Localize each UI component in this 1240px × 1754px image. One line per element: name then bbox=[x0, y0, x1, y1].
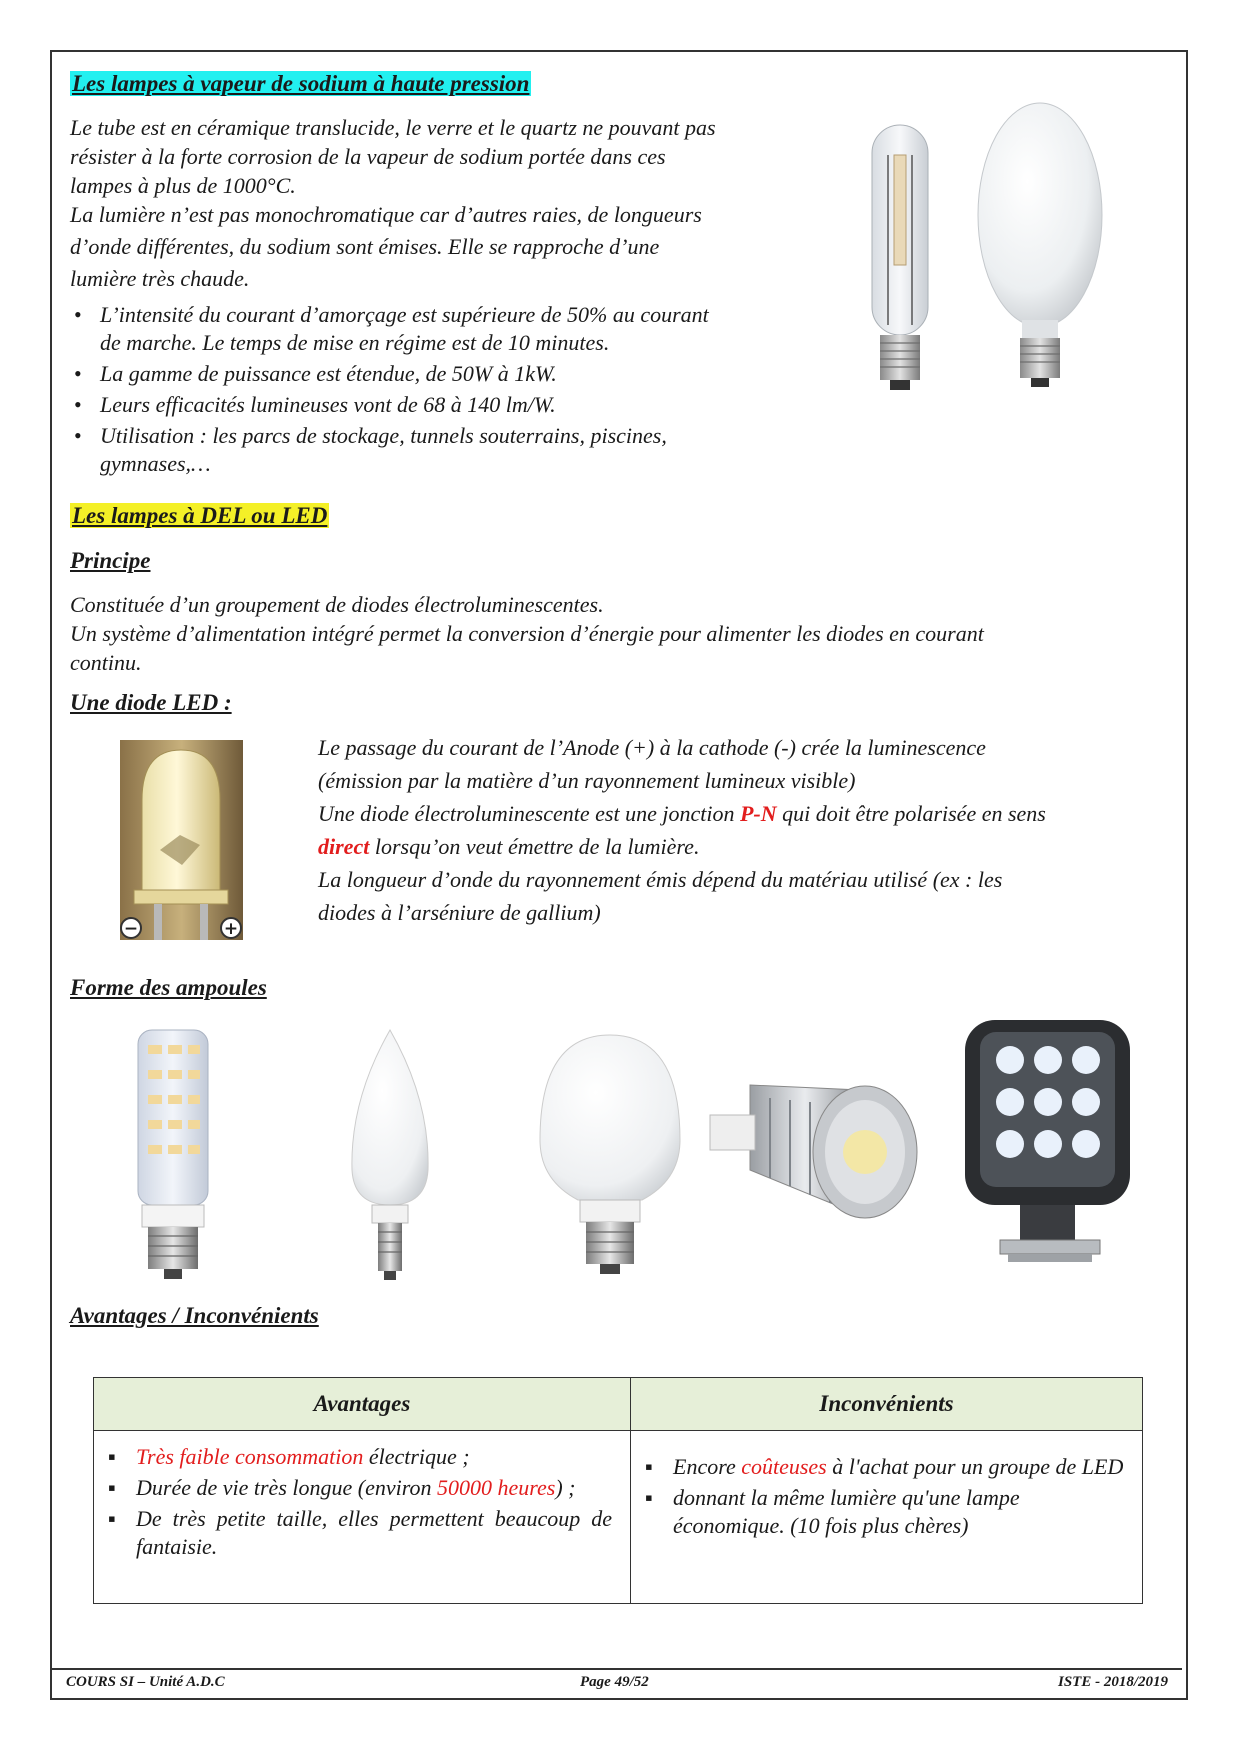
table-cell-avantages bbox=[94, 1431, 631, 1604]
list-item: • Utilisation : les parcs de stockage, tunnels souterrains, piscines, gymnases,… bbox=[70, 422, 830, 478]
minus-icon: − bbox=[123, 919, 139, 939]
spot-bulb-image bbox=[710, 1085, 917, 1218]
list-item: ▪ Durée de vie très longue (environ 50000 heures) ; bbox=[106, 1474, 612, 1502]
list-item: ▪ Encore coûteuses à l'achat pour un groupe de LED bbox=[643, 1453, 1124, 1481]
footer-page-number: Page 49/52 bbox=[580, 1674, 649, 1690]
forme-title: Forme des ampoules bbox=[70, 975, 267, 1000]
table-header-row bbox=[94, 1378, 1143, 1431]
sodium-bullets bbox=[70, 301, 830, 481]
table-header-inconvenients: Inconvénients bbox=[631, 1378, 1143, 1431]
page-footer bbox=[52, 1668, 1182, 1696]
section-title-sodium: Les lampes à vapeur de sodium à haute pression bbox=[72, 71, 530, 96]
list-item: • L’intensité du courant d’amorçage est supérieure de 50% au courant de marche. Le temps de mise en régime est de 10 minutes. bbox=[70, 301, 830, 357]
corn-bulb-image bbox=[138, 1030, 208, 1279]
led-bulbs-image bbox=[120, 1020, 1170, 1295]
footer-school-year: ISTE - 2018/2019 bbox=[1057, 1674, 1168, 1690]
standard-bulb-image bbox=[540, 1035, 680, 1274]
plus-icon: + bbox=[223, 919, 239, 939]
table-cell-inconvenients bbox=[631, 1431, 1143, 1604]
sodium-intro: Le tube est en céramique translucide, le verre et le quartz ne pouvant pas résister à la forte corrosion de la vapeur de sodium portée dans ces lampes à plus de 1000°C. La lumière n’est pas monochromatique car d’autres raies, de longueurs d’onde différentes, du sodium sont émises. Elle se rapproche d’une lumière très chaude. bbox=[70, 115, 716, 291]
led-diode-image bbox=[120, 740, 243, 940]
list-item: ▪ Très faible consommation électrique ; bbox=[106, 1443, 612, 1471]
diode-text: Le passage du courant de l’Anode (+) à la cathode (-) crée la luminescence (émission par la matière d’un rayonnement lumineux visible) Une diode électroluminescente est une jonction P-N qui doit être polarisée en sens direct lorsqu’on veut émettre de la lumière. La longueur d’onde du rayonnement émis dépend du matériau utilisé (ex : les diodes à l’arséniure de gallium) bbox=[318, 735, 1046, 925]
sodium-lamps-image bbox=[860, 95, 1120, 425]
list-item: • Leurs efficacités lumineuses vont de 68 à 140 lm/W. bbox=[70, 391, 830, 419]
work-light-image bbox=[965, 1020, 1130, 1262]
advantages-table bbox=[93, 1377, 1143, 1604]
principe-text: Constituée d’un groupement de diodes électroluminescentes. Un système d’alimentation intégré permet la conversion d’énergie pour alimenter les diodes en courant continu. bbox=[70, 592, 984, 675]
candle-bulb-image bbox=[352, 1030, 428, 1280]
list-item: ▪ donnant la même lumière qu'une lampe économique. (10 fois plus chères) bbox=[643, 1484, 1124, 1540]
list-item: • La gamme de puissance est étendue, de 50W à 1kW. bbox=[70, 360, 830, 388]
footer-course: COURS SI – Unité A.D.C bbox=[66, 1674, 225, 1690]
table-header-avantages: Avantages bbox=[94, 1378, 631, 1431]
avantages-title: Avantages / Inconvénients bbox=[70, 1303, 319, 1328]
diode-title: Une diode LED : bbox=[70, 690, 232, 715]
table-row bbox=[94, 1431, 1143, 1604]
principe-title: Principe bbox=[70, 548, 151, 573]
section-title-led: Les lampes à DEL ou LED bbox=[72, 503, 328, 528]
list-item: ▪ De très petite taille, elles permettent beaucoup de fantaisie. bbox=[106, 1505, 612, 1561]
